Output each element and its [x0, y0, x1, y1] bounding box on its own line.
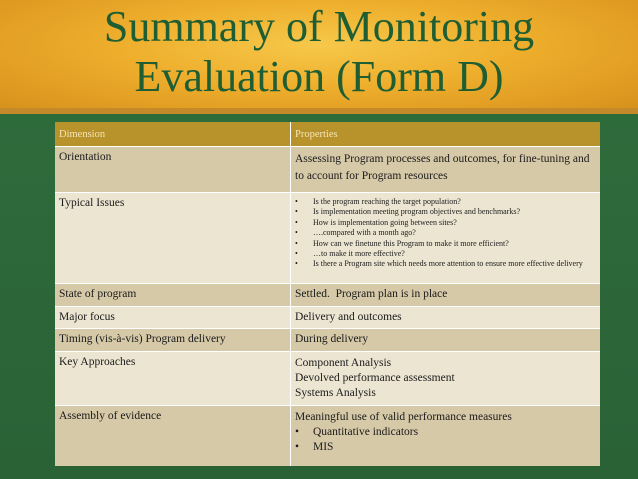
- approach-line: Systems Analysis: [295, 387, 376, 399]
- list-item: • How is implementation going between sites?: [295, 217, 457, 227]
- cell-dimension: Timing (vis-à-vis) Program delivery: [55, 329, 291, 351]
- table-row: [55, 352, 600, 406]
- list-item: • Is the program reaching the target population?: [295, 197, 461, 206]
- title-line-1: Summary of Monitoring: [103, 2, 535, 51]
- evidence-list: [295, 425, 596, 455]
- header-dimension: Dimension: [55, 122, 291, 146]
- cell-dimension: Typical Issues: [55, 193, 291, 283]
- cell-dimension: Major focus: [55, 307, 291, 328]
- list-item: • ….compared with a month ago?: [295, 228, 416, 238]
- list-item: • Is there a Program site which needs more attention to ensure more effective delivery: [295, 259, 583, 269]
- cell-dimension: Assembly of evidence: [55, 406, 291, 466]
- table-row: [55, 147, 600, 193]
- summary-table: [55, 122, 600, 466]
- title-line-2: Evaluation (Form D): [134, 52, 504, 101]
- cell-properties: Settled. Program plan is in place: [295, 288, 448, 300]
- list-item: • MIS: [295, 441, 334, 453]
- approach-line: Component Analysis: [295, 357, 392, 369]
- evidence-text: Meaningful use of valid performance measures: [295, 411, 512, 423]
- cell-properties: [291, 352, 600, 405]
- table-row: [55, 193, 600, 284]
- list-item: • How can we finetune this Program to make it more efficient?: [295, 238, 509, 248]
- list-item: • Quantitative indicators: [295, 426, 419, 438]
- list-item: • Is implementation meeting program objectives and benchmarks?: [295, 207, 521, 217]
- cell-dimension: Orientation: [55, 147, 291, 192]
- cell-properties: Delivery and outcomes: [295, 311, 402, 323]
- table-row: [55, 329, 600, 352]
- cell-properties: [291, 193, 600, 283]
- slide-title: [0, 2, 638, 102]
- cell-properties: [291, 406, 600, 466]
- approach-line: Devolved performance assessment: [295, 372, 455, 384]
- table-row: [55, 406, 600, 466]
- table-row: [55, 284, 600, 307]
- list-item: • …to make it more effective?: [295, 249, 405, 259]
- cell-dimension: State of program: [55, 284, 291, 306]
- cell-dimension: Key Approaches: [55, 352, 291, 405]
- cell-properties: During delivery: [295, 333, 369, 345]
- typical-issues-list: [295, 197, 596, 270]
- table-row: [55, 307, 600, 329]
- cell-properties: Assessing Program processes and outcomes, for fine-tuning and to account for Program resources: [295, 153, 590, 182]
- header-properties: Properties: [295, 129, 338, 140]
- table-header-row: [55, 122, 600, 147]
